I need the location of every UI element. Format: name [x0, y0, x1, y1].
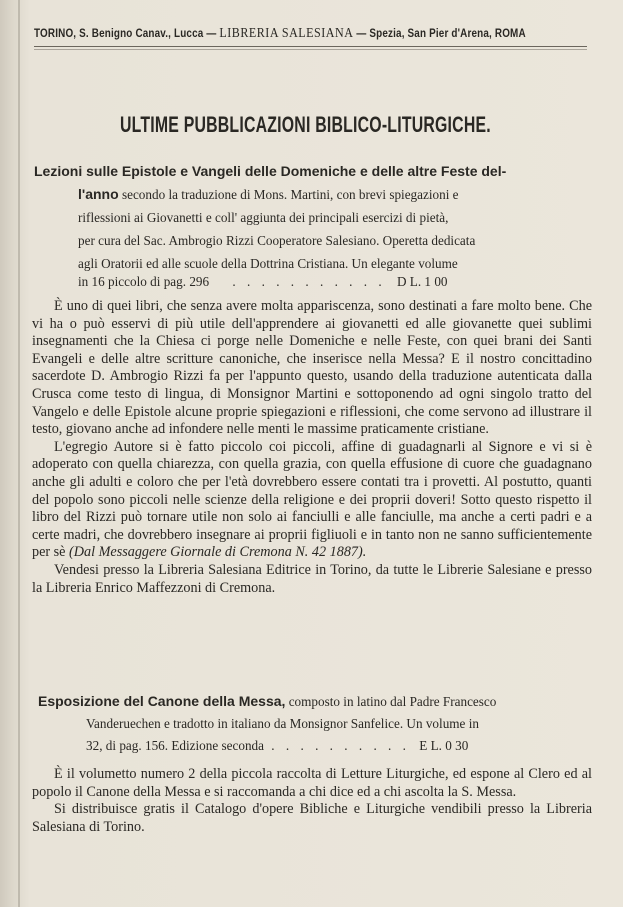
review1-para-3: Vendesi presso la Libreria Salesiana Editrice in Torino, da tutte le Librerie Salesiane e presso la Libreria Enrico Maffezzoni di Cremona.	[32, 561, 592, 596]
binding-gutter	[18, 0, 20, 907]
review1-para-2-text: L'egregio Autore si è fatto piccolo coi piccoli, affine di guadagnarli al Signore e vi si è adoperato con quella chiarezza, con quella grazia, con quella effusione di cuore che guadagnano anche gli adulti e coloro che per l'età dovrebbero essere contati tra i provetti. Al postutto, quanti del popolo sono piccoli nelle scienze della religione e dei proprii doveri! Sotto questo rispetto il libro del Rizzi può tornare utile non solo ai fanciulli e alle fanciulle, ma anche a certi padri e a certe madri, che dovrebbero insegnare ai proprii figliuoli e in tanto non ne sanno sufficientemente per sè	[32, 438, 592, 561]
book2-desc-1: composto in latino dal Padre Francesco	[288, 694, 497, 709]
book2-leader-dots: . . . . . . . . . .	[271, 738, 410, 753]
review2-para-1: È il volumetto numero 2 della piccola raccolta di Letture Liturgiche, ed espone al Clero ed al popolo il Canone della Messa e si raccomanda a chi dice ed a chi ascolta la S. Messa.	[32, 766, 592, 800]
book2-desc-3: 32, di pag. 156. Edizione seconda	[86, 738, 264, 753]
book2-price: E L. 0 30	[419, 738, 469, 753]
book1-title: Lezioni sulle Epistole e Vangeli delle Domeniche e delle altre Feste del-	[34, 163, 507, 179]
header-separator: —	[206, 28, 217, 40]
book2-title: Esposizione del Canone della Messa,	[38, 693, 286, 709]
book1-title-cont: l'anno	[78, 186, 119, 202]
book1-desc-5: in 16 piccolo di pag. 296	[78, 274, 210, 289]
book1-leader-dots: . . . . . . . . . . .	[232, 274, 386, 289]
book1-desc-3: per cura del Sac. Ambrogio Rizzi Cooperatore Salesiano. Operetta dedicata	[78, 233, 476, 248]
page-title: ULTIME PUBBLICAZIONI BIBLICO-LITURGICHE.	[120, 112, 491, 137]
header-right: — Spezia, San Pier d'Arena, ROMA	[356, 28, 526, 40]
header-rule	[34, 46, 587, 47]
review-2	[32, 766, 592, 836]
review1-citation: (Dal Messaggere Giornale di Cremona N. 42 1887).	[69, 544, 367, 561]
header-center: LIBRERIA SALESIANA	[219, 26, 354, 41]
review1-para-1: È uno di quei libri, che senza avere molta appariscenza, sono destinati a fare molto bene. Che vi ha o può esservi di più utile dell'apprendere ai giovanetti ed alle giovanette quei sublimi insegnamenti che la Chiesa ci porge nelle Domeniche e nelle Feste, con quei brani dei Santi Evangeli e delle altre scritture canoniche, che inserisce nella Messa? E il nostro concittadino sacerdote D. Ambrogio Rizzi fa per l'appunto questo, usando della traduzione autenticata dalla Crusca come testo di lingua, di Monsignor Martini e sottoponendo ad ogni singolo tratto del Vangelo e delle Epistole alcune proprie spiegazioni e riflessioni, che come servono ad illustrare il testo, giovano anche ad infondere nelle menti le massime praticamente cristiane.	[32, 298, 592, 438]
book2-desc-2: Vanderuechen e tradotto in italiano da Monsignor Sanfelice. Un volume in	[86, 716, 479, 731]
book1-desc-1: secondo la traduzione di Mons. Martini, con brevi spiegazioni e	[121, 187, 459, 202]
header-rule-2	[34, 49, 587, 50]
book1-desc-2: riflessioni ai Giovanetti e coll' aggiunta dei principali esercizi di pietà,	[78, 210, 449, 225]
book1-desc-4: agli Oratorii ed alle scuole della Dottrina Cristiana. Un elegante volume	[78, 256, 458, 271]
review1-para-2	[32, 439, 592, 562]
running-header	[34, 26, 526, 42]
book1-price: D L. 1 00	[396, 274, 448, 289]
header-left: TORINO, S. Benigno Canav., Lucca	[34, 28, 204, 40]
review-1	[32, 298, 592, 597]
review2-para-2: Si distribuisce gratis il Catalogo d'opere Bibliche e Liturgiche vendibili presso la Libreria Salesiana di Torino.	[32, 801, 592, 835]
